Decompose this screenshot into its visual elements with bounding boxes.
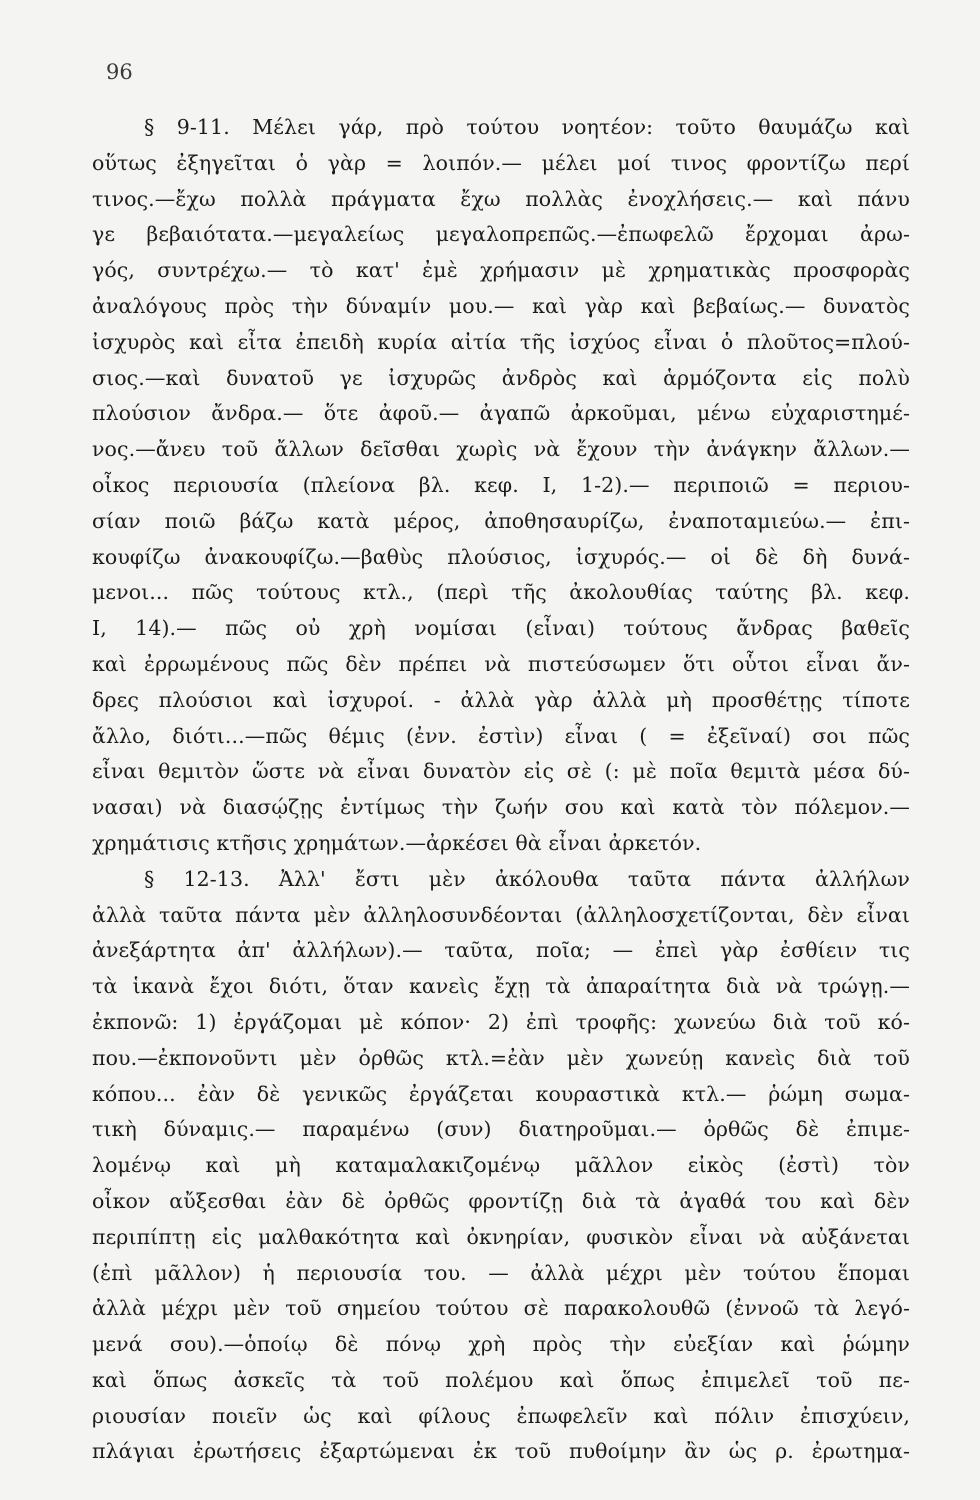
text-line: σίαν ποιῶ βάζω κατὰ μέρος, ἀποθησαυρίζω, ἐναποταμιεύω.— ἐπι- xyxy=(92,508,910,533)
text-line: I, 14).— πῶς οὐ χρὴ νομίσαι (εἶναι) τούτους ἄνδρας βαθεῖς xyxy=(92,616,910,641)
text-line: νασαι) νὰ διασῴζῃς ἐντίμως τὴν ζωήν σου καὶ κατὰ τὸν πόλεμον.— xyxy=(92,795,910,820)
text-line: ἐκπονῶ: 1) ἐργάζομαι μὲ κόπον· 2) ἐπὶ τροφῆς: χωνεύω διὰ τοῦ κό- xyxy=(92,1009,910,1034)
text-line: οἶκον αὔξεσθαι ἐὰν δὲ ὀρθῶς φροντίζῃ διὰ τὰ ἀγαθά του καὶ δὲν xyxy=(92,1188,910,1213)
text-line: οἶκος περιουσία (πλείονα βλ. κεφ. I, 1-2).— περιποιῶ = περιου- xyxy=(92,472,910,497)
text-line: ριουσίαν ποιεῖν ὡς καὶ φίλους ἐπωφελεῖν καὶ πόλιν ἐπισχύειν, xyxy=(92,1403,910,1428)
text-line: εἶναι θεμιτὸν ὥστε νὰ εἶναι δυνατὸν εἰς σὲ (: μὲ ποῖα θεμιτὰ μέσα δύ- xyxy=(92,759,910,784)
text-line: καὶ ἐρρωμένους πῶς δὲν πρέπει νὰ πιστεύσωμεν ὅτι οὗτοι εἶναι ἄν- xyxy=(92,651,910,676)
text-line: καὶ ὅπως ἀσκεῖς τὰ τοῦ πολέμου καὶ ὅπως ἐπιμελεῖ τοῦ πε- xyxy=(92,1367,910,1392)
text-line: οὕτως ἐξηγεῖται ὁ γὰρ = λοιπόν.— μέλει μοί τινος φροντίζω περί xyxy=(92,150,910,175)
text-line: πλάγιαι ἐρωτήσεις ἐξαρτώμεναι ἐκ τοῦ πυθοίμην ἂν ὡς ρ. ἐρωτημα- xyxy=(92,1439,910,1464)
commentary-text xyxy=(92,110,910,1470)
text-line: χρημάτισις κτῆσις χρημάτων.—ἀρκέσει θὰ εἶναι ἀρκετόν. xyxy=(92,830,702,855)
text-line: τινος.—ἔχω πολλὰ πράγματα ἔχω πολλὰς ἐνοχλήσεις.— καὶ πάνυ xyxy=(92,186,910,211)
text-line: ἀλλὰ μέχρι μὲν τοῦ σημείου τούτου σὲ παρακολουθῶ (ἐννοῶ τὰ λεγό- xyxy=(92,1296,910,1321)
text-line: κόπου... ἐὰν δὲ γενικῶς ἐργάζεται κουραστικὰ κτλ.— ῥώμη σωμα- xyxy=(92,1081,910,1106)
text-line: ἰσχυρὸς καὶ εἶτα ἐπειδὴ κυρία αἰτία τῆς ἰσχύος εἶναι ὁ πλοῦτος=πλού- xyxy=(92,329,910,354)
text-line: (ἐπὶ μᾶλλον) ἡ περιουσία του. — ἀλλὰ μέχρι μὲν τούτου ἕπομαι xyxy=(92,1260,910,1285)
text-line: § 9-11. Μέλει γάρ, πρὸ τούτου νοητέον: τοῦτο θαυμάζω καὶ xyxy=(144,115,910,139)
page-number: 96 xyxy=(106,60,133,84)
text-line: νος.—ἄνευ τοῦ ἄλλων δεῖσθαι χωρὶς νὰ ἔχουν τὴν ἀνάγκην ἄλλων.— xyxy=(92,437,910,462)
text-line: πλούσιον ἄνδρα.— ὅτε ἀφοῦ.— ἀγαπῶ ἀρκοῦμαι, μένω εὐχαριστημέ- xyxy=(92,401,910,426)
text-line: τικὴ δύναμις.— παραμένω (συν) διατηροῦμαι.— ὀρθῶς δὲ ἐπιμε- xyxy=(92,1117,910,1142)
text-line: ἄλλο, διότι...—πῶς θέμις (ἐνν. ἐστὶν) εἶναι ( = ἐξεῖναί) σοι πῶς xyxy=(92,723,910,748)
text-line: § 12-13. Ἀλλ' ἔστι μὲν ἀκόλουθα ταῦτα πάντα ἀλλήλων xyxy=(144,866,910,891)
text-line: ἀναλόγους πρὸς τὴν δύναμίν μου.— καὶ γὰρ καὶ βεβαίως.— δυνατὸς xyxy=(92,293,910,318)
text-line: περιπίπτῃ εἰς μαλθακότητα καὶ ὀκνηρίαν, φυσικὸν εἶναι νὰ αὐξάνεται xyxy=(92,1224,910,1249)
text-line: κουφίζω ἀνακουφίζω.—βαθὺς πλούσιος, ἰσχυρός.— οἱ δὲ δὴ δυνά- xyxy=(92,544,910,569)
text-line: γε βεβαιότατα.—μεγαλείως μεγαλοπρεπῶς.—ἐπωφελῶ ἔρχομαι ἀρω- xyxy=(92,222,910,247)
text-line: που.—ἐκπονοῦντι μὲν ὀρθῶς κτλ.=ἐὰν μὲν χωνεύῃ κανεὶς διὰ τοῦ xyxy=(92,1045,910,1070)
text-line: τὰ ἱκανὰ ἔχοι διότι, ὅταν κανεὶς ἔχῃ τὰ ἀπαραίτητα διὰ νὰ τρώγῃ.— xyxy=(92,974,910,999)
text-line: δρες πλούσιοι καὶ ἰσχυροί. - ἀλλὰ γὰρ ἀλλὰ μὴ προσθέτῃς τίποτε xyxy=(92,687,910,712)
text-line: λομένῳ καὶ μὴ καταμαλακιζομένῳ μᾶλλον εἰκὸς (ἐστὶ) τὸν xyxy=(92,1153,910,1178)
text-line: μενά σου).—ὁποίῳ δὲ πόνῳ χρὴ πρὸς τὴν εὐεξίαν καὶ ῥώμην xyxy=(92,1332,910,1357)
text-line: ἀλλὰ ταῦτα πάντα μὲν ἀλληλοσυνδέονται (ἀλληλοσχετίζονται, δὲν εἶναι xyxy=(92,902,910,927)
text-line: σιος.—καὶ δυνατοῦ γε ἰσχυρῶς ἀνδρὸς καὶ ἁρμόζοντα εἰς πολὺ xyxy=(92,365,910,390)
text-line: μενοι... πῶς τούτους κτλ., (περὶ τῆς ἀκολουθίας ταύτης βλ. κεφ. xyxy=(92,580,910,605)
text-line: γός, συντρέχω.— τὸ κατ' ἐμὲ χρήμασιν μὲ χρηματικὰς προσφορὰς xyxy=(92,258,910,283)
text-line: ἀνεξάρτητα ἀπ' ἀλλήλων).— ταῦτα, ποῖα; — ἐπεὶ γὰρ ἐσθίειν τις xyxy=(92,938,910,963)
